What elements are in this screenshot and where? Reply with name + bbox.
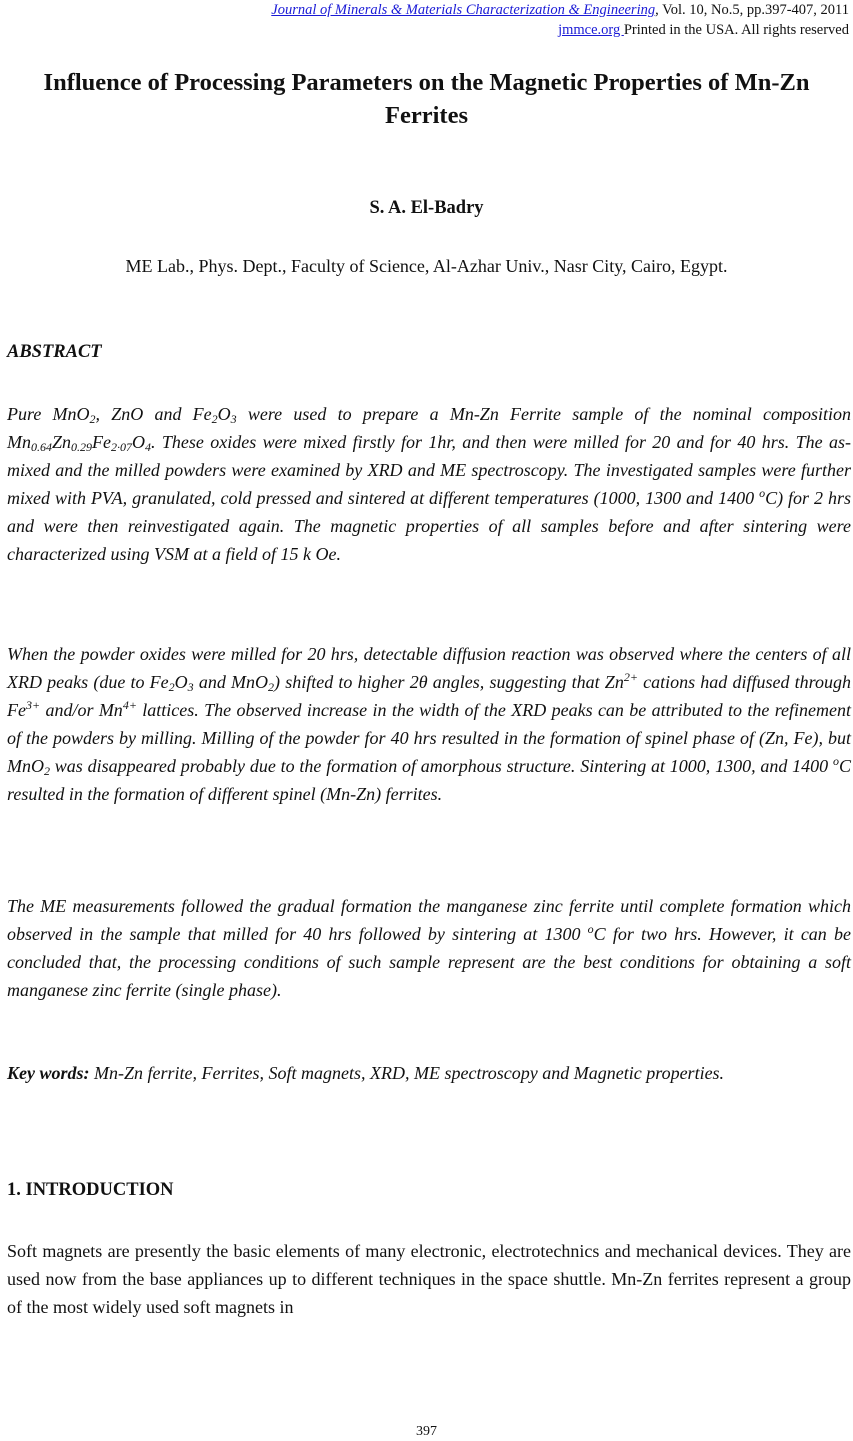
journal-header-line-1 [271, 0, 849, 20]
abstract-paragraph-2 [7, 640, 851, 808]
abstract-paragraph-3 [7, 892, 851, 1004]
subscript: 3 [230, 412, 237, 426]
text-run: . These oxides were mixed firstly for 1hr, and then were milled for 20 and for 40 hrs. The as-mixed and the milled powders were examined by XRD and ME spectroscopy. The investigated samples were further mixed with PVA, granulated, cold pressed and sintered at different temperatures (1000, 1300 and 1400 [7, 432, 851, 508]
subscript: 2 [44, 764, 50, 778]
abstract-heading: ABSTRACT [7, 342, 102, 362]
text-run: C resulted in the formation of different spinel (Mn-Zn) ferrites. [7, 756, 851, 804]
text-run: , ZnO and Fe [95, 404, 212, 424]
text-run: C for two hrs. However, it can be concluded that, the processing conditions of such sample represent are the best conditions for obtaining a soft manganese zinc ferrite (single phase). [7, 924, 851, 1000]
text-run: lattices. The observed increase in the width of the XRD peaks can be attributed to the refinement of the powders by milling. Milling of the powder for 40 hrs resulted in the formation of spinel phase of (Zn, Fe), but MnO [7, 700, 852, 776]
keywords-label: Key words: [7, 1063, 90, 1083]
paper-title: Influence of Processing Parameters on the Magnetic Properties of Mn-Zn Ferrites [43, 69, 810, 129]
text-run: O [174, 672, 188, 692]
text-run: O [217, 404, 231, 424]
text-run: cations had diffused through Fe [7, 672, 851, 720]
subscript: 2 [89, 412, 96, 426]
text-run: Fe [92, 432, 111, 452]
superscript: 4+ [122, 698, 137, 712]
text-run: C) for 2 hrs and were then reinvestigated again. The magnetic properties of all samples before and after sintering were characterized using VSM at a field of 15 k Oe. [7, 488, 852, 564]
superscript: o [759, 486, 766, 500]
text-run: were used to prepare a Mn-Zn Ferrite sample of the nominal composition Mn [7, 404, 852, 452]
text-run: Pure MnO [7, 404, 90, 424]
subscript: 0.64 [31, 440, 52, 454]
text-run: ) shifted to higher 2θ angles, suggesting that Zn [274, 672, 624, 692]
site-link[interactable]: jmmce.org [558, 22, 624, 38]
text-run: and/or Mn [40, 700, 123, 720]
page-number: 397 [416, 1424, 437, 1439]
text-run: was disappeared probably due to the formation of amorphous structure. Sintering at 1000, 1300, and 1400 [50, 756, 833, 776]
author-name: S. A. El-Badry [369, 198, 484, 218]
subscript: 3 [187, 680, 194, 694]
rights-text: Printed in the USA. All rights reserved [623, 22, 849, 38]
superscript: o [832, 754, 839, 768]
text-run: and MnO [193, 672, 269, 692]
affiliation: ME Lab., Phys. Dept., Faculty of Science, Al-Azhar Univ., Nasr City, Cairo, Egypt. [125, 256, 728, 276]
citation-text: , Vol. 10, No.5, pp.397-407, 2011 [655, 2, 849, 18]
subscript: 0.29 [71, 440, 93, 454]
keywords [7, 1059, 851, 1087]
text-run: The ME measurements followed the gradual formation the manganese zinc ferrite until complete formation which observed in the sample that milled for 40 hrs followed by sintering at 1300 [7, 896, 851, 944]
text-run: When the powder oxides were milled for 20 hrs, detectable diffusion reaction was observed where the centers of all XRD peaks (due to Fe [7, 644, 851, 692]
subscript: 2·07 [111, 440, 132, 454]
subscript: 4 [145, 440, 151, 454]
superscript: 3+ [25, 698, 41, 712]
subscript: 2 [268, 680, 275, 694]
section-heading: 1. INTRODUCTION [7, 1180, 174, 1200]
subscript: 2 [168, 680, 175, 694]
abstract-paragraph-1 [7, 400, 851, 568]
journal-header-line-2 [558, 20, 849, 40]
intro-paragraph [7, 1237, 851, 1321]
subscript: 2 [211, 412, 218, 426]
superscript: o [587, 922, 594, 936]
journal-link[interactable]: Journal of Minerals & Materials Characterization & Engineering [271, 2, 656, 18]
keywords-list: Mn-Zn ferrite, Ferrites, Soft magnets, XRD, ME spectroscopy and Magnetic properties. [89, 1063, 725, 1083]
text-run: Soft magnets are presently the basic elements of many electronic, electrotechnics and mechanical devices. They are used now from the base appliances up to different techniques in the space shuttle. Mn-Zn ferrites represent a group of the most widely used soft magnets in [7, 1241, 851, 1317]
superscript: 2+ [623, 670, 638, 684]
text-run: O [132, 432, 145, 452]
text-run: Zn [52, 432, 72, 452]
